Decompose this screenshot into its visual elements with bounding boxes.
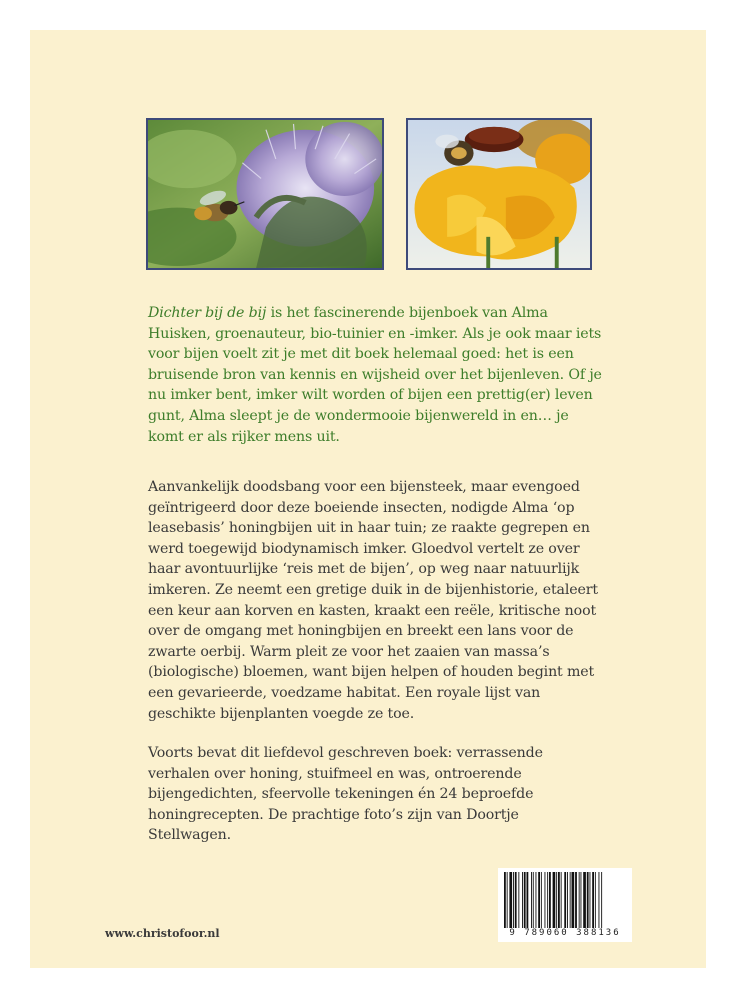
- barcode-bar: [513, 872, 514, 928]
- bee-on-yellow-flower-photo: [406, 118, 592, 270]
- barcode-bar: [575, 872, 577, 928]
- barcode-bar: [507, 872, 508, 928]
- barcode-bar: [545, 872, 546, 928]
- barcode-bar: [561, 872, 562, 928]
- barcode-bar: [541, 872, 542, 928]
- paragraph-2-text: Aanvankelijk doodsbang voor een bijensteek, maar evengoed geïntrigeerd door deze boeiende insecten, nodigde Alma ‘op leasebasis’ honingbijen uit in haar tuin; ze raakte gegrepen en werd toegewijd biodynamisch imker. Gloedvol vertelt ze over haar avontuurlijke ‘reis met de bijen’, op weg naar natuurlijk imkeren. Ze neemt een gretige duik in de bijenhistorie, etaleert een keur aan korven en kasten, kraakt een reële, kritische noot over de omgang met honingbijen en breekt een lans voor de zwarte oerbij. Warm pleit ze voor het zaaien van massa’s (biologische) bloemen, want bijen helpen of houden begint met een gevarieerde, voedzame habitat. Een royale lijst van geschikte bijenplanten voegde ze toe.: [148, 479, 598, 722]
- book-title: Dichter bij de bij: [148, 305, 267, 321]
- barcode-bar: [524, 872, 526, 928]
- barcode-bar: [581, 872, 582, 928]
- barcode-bar: [515, 872, 517, 928]
- barcode-bar: [583, 872, 586, 928]
- barcode-bar: [572, 872, 575, 928]
- intro-paragraph: [148, 303, 604, 447]
- barcode-bar: [533, 872, 534, 928]
- barcode-bar: [579, 872, 580, 928]
- barcode-bar: [522, 872, 523, 928]
- barcode-bar: [549, 872, 551, 928]
- bee-on-phacelia-image: [148, 120, 382, 268]
- barcode-bar: [564, 872, 566, 928]
- isbn-number: 9 789060 388136: [509, 928, 621, 938]
- barcode-bar: [547, 872, 548, 928]
- barcode-bar: [567, 872, 568, 928]
- publisher-website: www.christofoor.nl: [105, 927, 220, 940]
- barcode-bar: [553, 872, 556, 928]
- barcode-bar: [518, 872, 519, 928]
- paragraph-3-text: Voorts bevat dit liefdevol geschreven boek: verrassende verhalen over honing, stuifmeel en was, ontroerende bijengedichten, sfeervolle tekeningen én 24 beproefde honingrecepten. De prachtige foto’s zijn van Doortje Stellwagen.: [148, 745, 543, 844]
- barcode-bar: [599, 872, 600, 928]
- barcode-bar: [592, 872, 594, 928]
- barcode-bar: [509, 872, 512, 928]
- barcode-bar: [538, 872, 540, 928]
- bee-on-yellow-flower-image: [408, 120, 590, 268]
- bee-on-phacelia-photo: [146, 118, 384, 270]
- barcode-bar: [556, 872, 557, 928]
- barcode-bar: [595, 872, 596, 928]
- barcode-bar: [590, 872, 591, 928]
- barcode-bar: [536, 872, 537, 928]
- barcode-bar: [504, 872, 506, 928]
- barcode-bar: [587, 872, 589, 928]
- book-back-cover: [30, 30, 706, 968]
- barcode-bar: [527, 872, 529, 928]
- isbn-barcode: [498, 868, 632, 942]
- body-paragraph-2: [148, 477, 604, 724]
- barcode-bar: [601, 872, 602, 928]
- intro-text: is het fascinerende bijenboek van Alma Huisken, groenauteur, bio-tuinier en -imker. Als je ook maar iets voor bijen voelt zit je met dit boek helemaal goed: het is een bruisende bron van kennis en wijsheid over het bijenleven. Of je nu imker bent, imker wilt worden of bijen een prettig(er) leven gunt, Alma sleept je de wondermooie bijenwereld in en… je komt er als rijker mens uit.: [148, 305, 602, 445]
- barcode-bars: [504, 872, 626, 928]
- barcode-bar: [558, 872, 560, 928]
- barcode-bar: [531, 872, 532, 928]
- barcode-bar: [570, 872, 571, 928]
- body-paragraph-3: [148, 743, 604, 846]
